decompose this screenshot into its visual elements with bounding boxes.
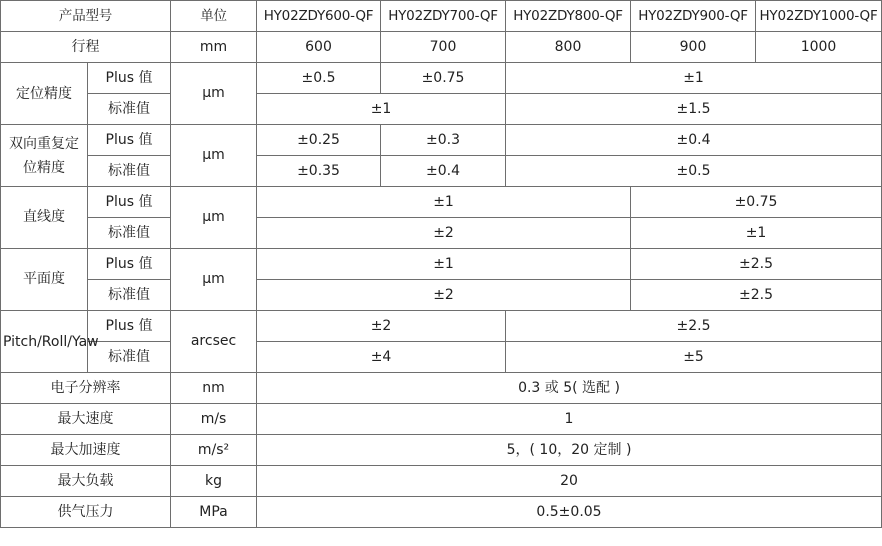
pry-plus-row <box>1 311 882 342</box>
value-cell: ±1 <box>257 94 506 125</box>
max-load-value: 20 <box>257 466 882 497</box>
max-accel-row <box>1 435 882 466</box>
grade-plus: Plus 值 <box>88 249 171 280</box>
model-label: 产品型号 <box>1 1 171 32</box>
resolution-row <box>1 373 882 404</box>
value-cell: ±2 <box>257 218 631 249</box>
straightness-unit: μm <box>171 187 257 249</box>
pry-unit: arcsec <box>171 311 257 373</box>
unit-header: 单位 <box>171 1 257 32</box>
resolution-value: 0.3 或 5( 选配 ) <box>257 373 882 404</box>
value-cell: ±4 <box>257 342 506 373</box>
repeatability-label: 双向重复定位精度 <box>1 125 88 187</box>
resolution-unit: nm <box>171 373 257 404</box>
value-cell: ±1 <box>257 187 631 218</box>
repeatability-standard-row <box>1 156 882 187</box>
grade-standard: 标准值 <box>88 156 171 187</box>
air-pressure-row <box>1 497 882 528</box>
value-cell: ±0.25 <box>257 125 381 156</box>
travel-700: 700 <box>381 32 506 63</box>
max-load-unit: kg <box>171 466 257 497</box>
value-cell: ±0.4 <box>381 156 506 187</box>
value-cell: ±1 <box>631 218 882 249</box>
grade-standard: 标准值 <box>88 218 171 249</box>
air-pressure-label: 供气压力 <box>1 497 171 528</box>
model-800: HY02ZDY800-QF <box>506 1 631 32</box>
positioning-label: 定位精度 <box>1 63 88 125</box>
repeatability-plus-row <box>1 125 882 156</box>
max-accel-unit: m/s² <box>171 435 257 466</box>
repeatability-unit: μm <box>171 125 257 187</box>
max-speed-unit: m/s <box>171 404 257 435</box>
travel-row <box>1 32 882 63</box>
value-cell: ±1 <box>506 63 882 94</box>
value-cell: ±1.5 <box>506 94 882 125</box>
max-speed-value: 1 <box>257 404 882 435</box>
grade-plus: Plus 值 <box>88 311 171 342</box>
air-pressure-unit: MPa <box>171 497 257 528</box>
max-speed-row <box>1 404 882 435</box>
flatness-unit: μm <box>171 249 257 311</box>
value-cell: ±2.5 <box>631 249 882 280</box>
positioning-plus-row <box>1 63 882 94</box>
resolution-label: 电子分辨率 <box>1 373 171 404</box>
straightness-plus-row <box>1 187 882 218</box>
header-row <box>1 1 882 32</box>
model-1000: HY02ZDY1000-QF <box>756 1 882 32</box>
straightness-standard-row <box>1 218 882 249</box>
value-cell: ±2 <box>257 311 506 342</box>
value-cell: ±5 <box>506 342 882 373</box>
travel-unit: mm <box>171 32 257 63</box>
travel-800: 800 <box>506 32 631 63</box>
value-cell: ±0.5 <box>506 156 882 187</box>
value-cell: ±0.75 <box>381 63 506 94</box>
value-cell: ±0.35 <box>257 156 381 187</box>
travel-label: 行程 <box>1 32 171 63</box>
value-cell: ±0.75 <box>631 187 882 218</box>
value-cell: ±2.5 <box>631 280 882 311</box>
grade-plus: Plus 值 <box>88 125 171 156</box>
grade-standard: 标准值 <box>88 342 171 373</box>
max-accel-value: 5，( 10，20 定制 ) <box>257 435 882 466</box>
air-pressure-value: 0.5±0.05 <box>257 497 882 528</box>
travel-900: 900 <box>631 32 756 63</box>
value-cell: ±0.4 <box>506 125 882 156</box>
grade-plus: Plus 值 <box>88 187 171 218</box>
flatness-standard-row <box>1 280 882 311</box>
model-900: HY02ZDY900-QF <box>631 1 756 32</box>
value-cell: ±0.5 <box>257 63 381 94</box>
positioning-standard-row <box>1 94 882 125</box>
pry-label: Pitch/Roll/Yaw <box>1 311 88 373</box>
grade-standard: 标准值 <box>88 94 171 125</box>
pry-standard-row <box>1 342 882 373</box>
model-700: HY02ZDY700-QF <box>381 1 506 32</box>
travel-600: 600 <box>257 32 381 63</box>
straightness-label: 直线度 <box>1 187 88 249</box>
grade-plus: Plus 值 <box>88 63 171 94</box>
max-load-row <box>1 466 882 497</box>
max-speed-label: 最大速度 <box>1 404 171 435</box>
positioning-unit: μm <box>171 63 257 125</box>
value-cell: ±2.5 <box>506 311 882 342</box>
value-cell: ±2 <box>257 280 631 311</box>
max-load-label: 最大负载 <box>1 466 171 497</box>
value-cell: ±1 <box>257 249 631 280</box>
max-accel-label: 最大加速度 <box>1 435 171 466</box>
grade-standard: 标准值 <box>88 280 171 311</box>
value-cell: ±0.3 <box>381 125 506 156</box>
travel-1000: 1000 <box>756 32 882 63</box>
flatness-label: 平面度 <box>1 249 88 311</box>
flatness-plus-row <box>1 249 882 280</box>
model-600: HY02ZDY600-QF <box>257 1 381 32</box>
